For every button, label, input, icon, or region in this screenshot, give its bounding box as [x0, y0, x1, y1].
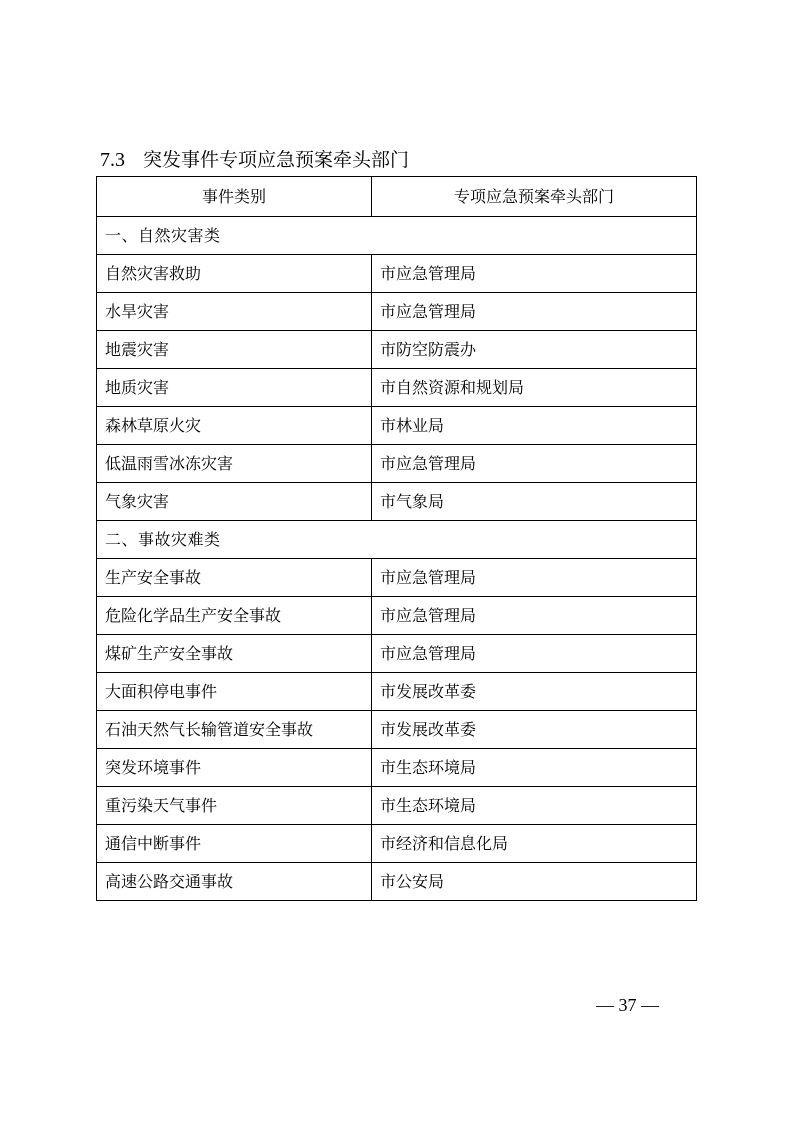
event-type-cell: 生产安全事故: [97, 559, 372, 597]
category-label: 二、事故灾难类: [97, 521, 697, 559]
table-row: [97, 559, 697, 597]
table-header-row: [97, 177, 697, 217]
event-type-cell: 水旱灾害: [97, 293, 372, 331]
category-row: [97, 521, 697, 559]
lead-department-cell: 市发展改革委: [372, 673, 697, 711]
header-lead-department: 专项应急预案牵头部门: [372, 177, 697, 217]
event-type-cell: 大面积停电事件: [97, 673, 372, 711]
table-row: [97, 331, 697, 369]
lead-department-cell: 市应急管理局: [372, 293, 697, 331]
table-row: [97, 749, 697, 787]
table-row: [97, 293, 697, 331]
table-row: [97, 673, 697, 711]
event-type-cell: 自然灾害救助: [97, 255, 372, 293]
event-type-cell: 低温雨雪冰冻灾害: [97, 445, 372, 483]
lead-department-cell: 市生态环境局: [372, 749, 697, 787]
event-type-cell: 高速公路交通事故: [97, 863, 372, 901]
event-type-cell: 森林草原火灾: [97, 407, 372, 445]
event-type-cell: 危险化学品生产安全事故: [97, 597, 372, 635]
category-label: 一、自然灾害类: [97, 217, 697, 255]
lead-department-cell: 市经济和信息化局: [372, 825, 697, 863]
table-row: [97, 369, 697, 407]
table-row: [97, 787, 697, 825]
event-type-cell: 地震灾害: [97, 331, 372, 369]
table-row: [97, 635, 697, 673]
lead-department-cell: 市应急管理局: [372, 635, 697, 673]
table-row: [97, 825, 697, 863]
table-row: [97, 445, 697, 483]
event-type-cell: 石油天然气长输管道安全事故: [97, 711, 372, 749]
lead-department-table: [96, 176, 697, 901]
event-type-cell: 重污染天气事件: [97, 787, 372, 825]
page-number: — 37 —: [596, 995, 659, 1015]
table-row: [97, 255, 697, 293]
lead-department-cell: 市防空防震办: [372, 331, 697, 369]
section-title: [100, 148, 409, 172]
table-row: [97, 597, 697, 635]
lead-department-cell: 市发展改革委: [372, 711, 697, 749]
event-type-cell: 地质灾害: [97, 369, 372, 407]
lead-department-cell: 市应急管理局: [372, 559, 697, 597]
table-row: [97, 863, 697, 901]
lead-department-cell: 市应急管理局: [372, 445, 697, 483]
section-number: 7.3: [100, 149, 125, 171]
lead-department-cell: 市应急管理局: [372, 255, 697, 293]
event-type-cell: 煤矿生产安全事故: [97, 635, 372, 673]
table-row: [97, 483, 697, 521]
category-row: [97, 217, 697, 255]
header-event-category: 事件类别: [97, 177, 372, 217]
event-type-cell: 气象灾害: [97, 483, 372, 521]
table-row: [97, 711, 697, 749]
lead-department-cell: 市自然资源和规划局: [372, 369, 697, 407]
lead-department-cell: 市公安局: [372, 863, 697, 901]
table-row: [97, 407, 697, 445]
lead-department-cell: 市应急管理局: [372, 597, 697, 635]
section-heading: 突发事件专项应急预案牵头部门: [143, 149, 410, 171]
event-type-cell: 突发环境事件: [97, 749, 372, 787]
event-type-cell: 通信中断事件: [97, 825, 372, 863]
lead-department-cell: 市林业局: [372, 407, 697, 445]
lead-department-cell: 市生态环境局: [372, 787, 697, 825]
table-body: [97, 217, 697, 901]
lead-department-cell: 市气象局: [372, 483, 697, 521]
